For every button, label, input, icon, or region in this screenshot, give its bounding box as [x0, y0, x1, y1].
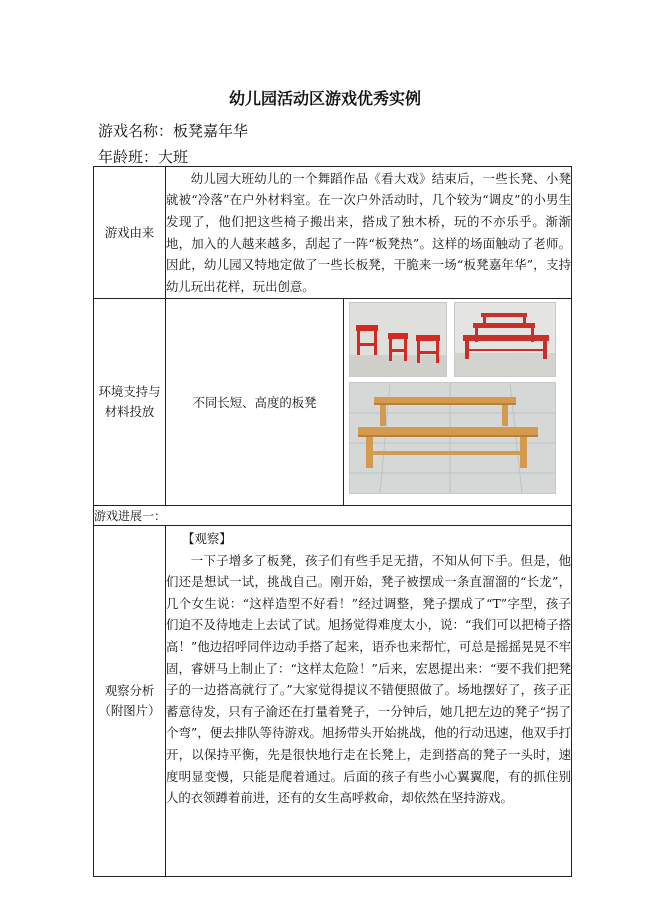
- activity-table: [93, 166, 572, 877]
- material-text: 不同长短、高度的板凳: [192, 395, 317, 410]
- game-name: 游戏名称：板凳嘉年华: [98, 122, 249, 140]
- wooden-long-benches-image: [350, 383, 555, 493]
- observation-row: [94, 526, 572, 877]
- environment-label: 环境支持与材料投放: [94, 299, 166, 506]
- observation-heading: 【观察】: [182, 531, 232, 546]
- age-group: 年龄班：大班: [98, 148, 189, 166]
- wooden-long-benches-photo: [349, 382, 556, 494]
- environment-row: [94, 299, 572, 506]
- red-long-benches-image: [455, 303, 555, 376]
- progress-label: 游戏进展一：: [94, 506, 572, 526]
- observation-text: 一下子增多了板凳，孩子们有些手足无措，不知从何下手。但是，他们还是想试一试，挑战自己。刚开始，凳子被摆成一条直溜溜的“长龙”，几个女生说：“这样造型不好看！”经过调整，凳子摆成了“T”字型，孩子们迫不及待地走上去试了试。旭扬觉得难度太小，说：“我们可以把椅子搭高！”他边招呼同伴边动手搭了起来，语乔也来帮忙，可总是摇摇晃晃不牢固，睿妍马上制止了：“这样太危险！”后来，宏恩提出来：“要不我们把凳子的一边搭高就行了。”大家觉得提议不错便照做了。场地摆好了，孩子正蓄意待发，只有子渝还在打量着凳子，一分钟后，她几把左边的凳子“拐了个弯”，便去排队等待游戏。旭扬带头开始挑战，他的行动迅速，他双手打开，以保持平衡，先是很快地行走在长凳上，走到搭高的凳子一头时，速度明显变慢，只能是爬着通过。后面的孩子有些小心翼翼爬，有的抓住别人的衣领蹲着前进，还有的女生高呼救命，却依然在坚持游戏。: [166, 552, 571, 806]
- observation-label: 观察分析（附图片）: [94, 526, 166, 877]
- red-small-stools-image: [350, 303, 446, 376]
- observation-cell: [166, 526, 572, 877]
- page-title: 幼儿园活动区游戏优秀实例: [228, 89, 421, 108]
- environment-cell: [166, 299, 572, 506]
- red-long-benches-photo: [454, 302, 556, 377]
- origin-text: 幼儿园大班幼儿的一个舞蹈作品《看大戏》结束后，一些长凳、小凳就被“冷落”在户外材料室。在一次户外活动时，几个较为“调皮”的小男生发现了，他们把这些椅子搬出来，搭成了独木桥，玩的不亦乐乎。渐渐地，加入的人越来越多，刮起了一阵“板凳热”。这样的场面触动了老师。因此，幼儿园又特地定做了一些长板凳，干脆来一场“板凳嘉年华”，支持幼儿玩出花样，玩出创意。: [166, 170, 571, 294]
- origin-cell: [166, 167, 572, 299]
- photo-panel: [343, 299, 571, 505]
- red-small-stools-photo: [349, 302, 447, 377]
- progress-row: [94, 506, 572, 526]
- origin-label: 游戏由来: [94, 167, 166, 299]
- origin-row: [94, 167, 572, 299]
